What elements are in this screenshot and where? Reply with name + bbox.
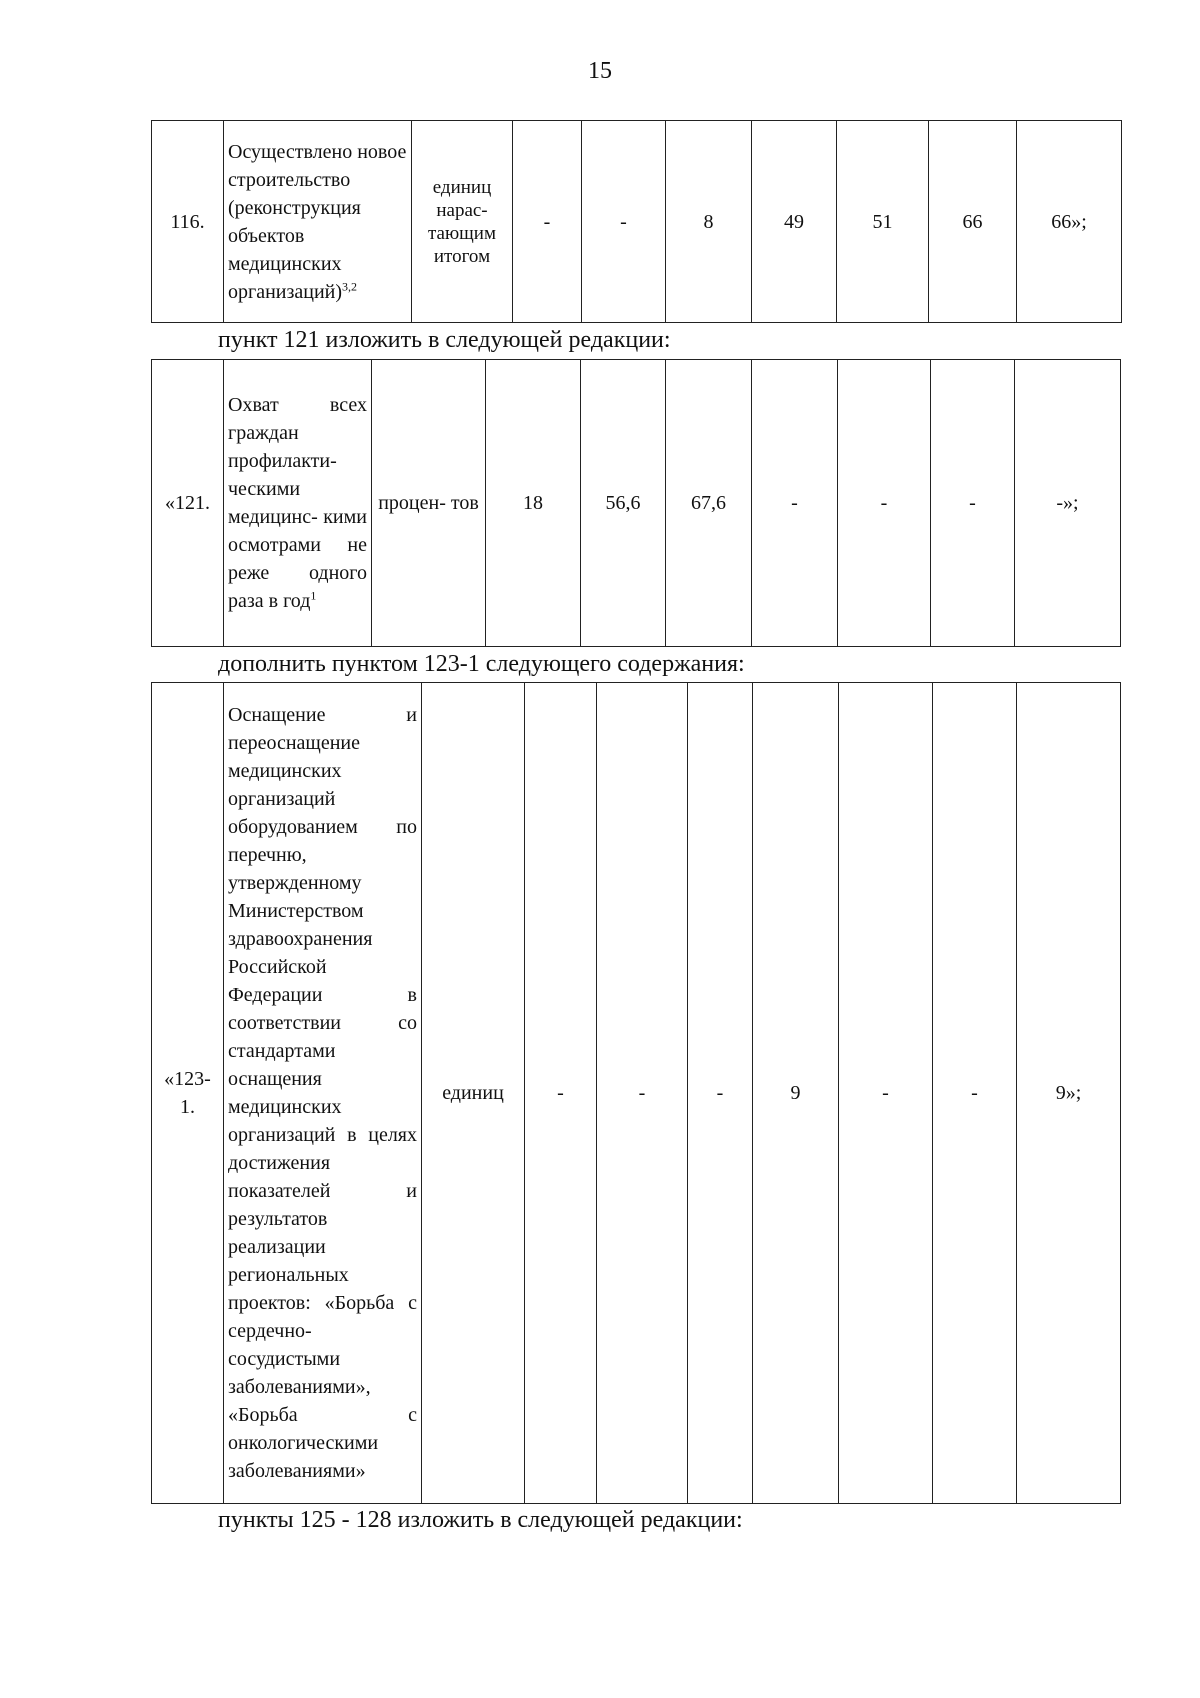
table-row-116: [151, 120, 1122, 323]
value-cell: -: [933, 683, 1017, 1504]
value-cell: -: [688, 683, 753, 1504]
row-description: Охват всех граждан профилакти- ческими медицинс- кими осмотрами не реже одного раза в год$^1$: [224, 360, 372, 647]
row-number: «123- 1.: [152, 683, 224, 1504]
amendment-caption: пункты 125 - 128 изложить в следующей редакции:: [218, 1507, 743, 1533]
amendment-caption: пункт 121 изложить в следующей редакции:: [218, 327, 671, 353]
value-cell: 56,6: [581, 360, 666, 647]
row-number: «121.: [152, 360, 224, 647]
value-cell: -: [525, 683, 597, 1504]
value-cell: -»;: [1015, 360, 1121, 647]
value-cell: -: [752, 360, 838, 647]
row-unit: единиц нарас- тающим итогом: [412, 121, 513, 323]
row-number: 116.: [152, 121, 224, 323]
value-cell: 9»;: [1017, 683, 1121, 1504]
page-number: 15: [588, 58, 612, 84]
value-cell: 66»;: [1017, 121, 1122, 323]
value-cell: 9: [753, 683, 839, 1504]
value-cell: -: [597, 683, 688, 1504]
table-row-123-1: [151, 682, 1121, 1504]
amendment-caption: дополнить пунктом 123-1 следующего содержания:: [218, 651, 745, 677]
value-cell: 67,6: [666, 360, 752, 647]
value-cell: 8: [666, 121, 752, 323]
value-cell: 18: [486, 360, 581, 647]
footnote-ref: 3,2: [342, 278, 358, 293]
row-description: Осуществлено новое строительство (реконструкция объектов медицинских организаций)$^{3,2}$: [224, 121, 412, 323]
row-description: Оснащение и переоснащение медицинских организаций оборудованием по перечню, утвержденному Министерством здравоохранения Российской Федерации в соответствии со стандартами оснащения медицинских организаций в целях достижения показателей и результатов реализации региональных проектов: «Борьба с сердечно- сосудистыми заболеваниями», «Борьба с онкологическими заболеваниями»: [224, 683, 422, 1504]
value-cell: 51: [837, 121, 929, 323]
value-cell: -: [838, 360, 931, 647]
value-cell: -: [513, 121, 582, 323]
value-cell: 66: [929, 121, 1017, 323]
footnote-ref: 1: [310, 588, 317, 603]
row-unit: процен- тов: [372, 360, 486, 647]
value-cell: -: [839, 683, 933, 1504]
value-cell: -: [582, 121, 666, 323]
row-unit: единиц: [422, 683, 525, 1504]
table-row-121: [151, 359, 1121, 647]
value-cell: -: [931, 360, 1015, 647]
value-cell: 49: [752, 121, 837, 323]
